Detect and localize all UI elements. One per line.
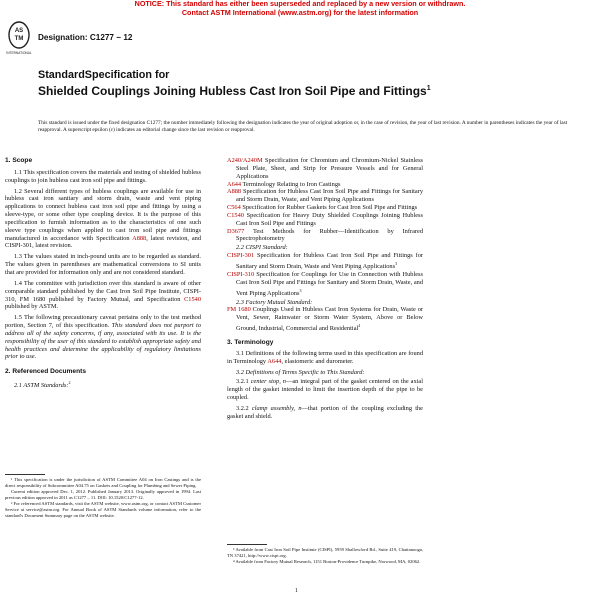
svg-text:TM: TM [14, 36, 24, 42]
para-3-2-1: 3.2.1 center stop, n—an integral part of the gasket centered on the axial length of the gasket intended to limit the insertion depth of the pipe to be coupled. [227, 378, 423, 402]
para-1-1: 1.1 This specification covers the materials and testing of shielded hubless couplings to join hubless cast iron soil pipe and fittings. [5, 168, 201, 184]
footnote-divider-right [227, 544, 267, 545]
reference-code-link[interactable]: A240/A240M [227, 157, 263, 164]
fm-reference-item [227, 306, 423, 333]
document-title [38, 69, 438, 99]
reference-footnote-mark: 3 [299, 287, 302, 293]
title-line-1: StandardSpecification for [38, 69, 170, 81]
reference-code-link[interactable]: FM 1680 [227, 306, 251, 314]
fm-reference-list [227, 306, 423, 333]
reference-title: Specification for Couplings for Use in Connection with Hubless Cast Iron Soil Pipe and Fittings for Sanitary and Storm Drain, Waste, and Vent Piping Applications [236, 270, 423, 297]
reference-code-link[interactable]: CISPI-310 [227, 270, 255, 278]
ref-link-a644[interactable]: A644 [267, 357, 282, 365]
title-line-2: Shielded Couplings Joining Hubless Cast Iron Soil Pipe and Fittings [38, 84, 427, 98]
cispi-reference-item [227, 252, 423, 271]
reference-title: Specification for Rubber Gaskets for Cast Iron Soil Pipe and Fittings [242, 204, 418, 212]
fm-heading: 2.3 Factory Mutual Standard: [236, 298, 313, 306]
reference-footnote-mark: 3 [395, 260, 398, 266]
footnote-1: ¹ This specification is under the jurisdiction of ASTM Committee A04 on Iron Castings and is the direct responsibility of Subcommittee A04.75 on Gaskets and Coupling for Plumbing and Sewer Piping. [5, 477, 201, 488]
title-footnote-mark: 1 [426, 85, 431, 92]
reference-title: Specification for Chromium and Chromium-Nickel Stainless Steel Plate, Sheet, and Strip for Pressure Vessels and for General Applications [236, 157, 424, 180]
reference-code-link[interactable]: C564 [227, 204, 241, 212]
cispi-reference-item [227, 271, 423, 298]
reference-title: Specification for Heavy Duty Shielded Couplings Joining Hubless Cast Iron Soil Pipe and Fittings [236, 211, 423, 227]
notice-line-1: NOTICE: This standard has either been superseded and replaced by a new version or withdrawn. [134, 0, 466, 8]
left-column [5, 157, 201, 390]
ref-link-a888[interactable]: A888 [132, 234, 147, 242]
para-1-3: 1.3 The values stated in inch-pound units are to be regarded as standard. The values given in parentheses are mathematical conversions to SI units that are provided for information only and are not considered standard. [5, 253, 201, 276]
reference-code-link[interactable]: A644 [227, 180, 242, 188]
reference-code-link[interactable]: A888 [227, 188, 242, 196]
astm-logo-icon [6, 20, 32, 56]
reference-footnote-mark: 4 [358, 323, 361, 329]
astm-reference-item [227, 188, 423, 204]
para-2-1: 2.1 ASTM Standards:$^2$ [14, 380, 71, 390]
footnote-3: ³ Available from Cast Iron Soil Pipe Institute (CISPI), 5959 Shallowford Rd., Suite 419, Chattanooga, TN 37421, http://www.cispi.org. [227, 547, 423, 558]
astm-reference-item [227, 212, 423, 228]
para-1-2: 1.2 Several different types of hubless couplings are available for use in hubless cast iron sanitary and storm drain, waste and vent piping applications to connect hubless cast iron soil pipe and fittings by using a sleeve-type, or some other type coupling device. It is the purpose of this specification to furnish information as to the characteristics of one such sleeve type couplings when applied to cast iron soil pipe and fittings manufactured in accordance with Specification A888, latest revision, and CISPI-301, latest revision. [5, 187, 201, 250]
para-1-4: 1.4 The committee with jurisdiction over this standard is aware of other comparable standard published by the Cast Iron Soil Pipe Institute, CISPI-310, FM 1680 published by Factory Mutual, and Specification C1540 published by ASTM. [5, 279, 201, 311]
footnotes-left [5, 477, 201, 518]
withdrawn-notice [0, 0, 600, 17]
cispi-reference-list [227, 252, 423, 297]
footnote-1-edition: Current edition approved Dec. 1, 2012. Published January 2013. Originally approved in 1994. Last previous edition approved in 2011 as C1277 – 11. DOI: 10.1520/C1277-12. [5, 489, 201, 500]
reference-code-link[interactable]: CISPI-301 [227, 252, 255, 260]
para-3-2-2: 3.2.2 clamp assembly, n—that portion of the coupling excluding the gasket and shield. [227, 404, 423, 420]
reference-code-link[interactable]: C1540 [227, 211, 244, 219]
section-3-heading: 3. Terminology [227, 339, 274, 347]
astm-reference-item [227, 157, 423, 181]
notice-line-2: Contact ASTM International (www.astm.org) for the latest information [181, 7, 419, 17]
para-1-5: 1.5 The following precautionary caveat pertains only to the test method portion, Section 7, of this specification. This standard does not purport to address all of the safety concerns, if any, associated with its use. It is the responsibility of the user of this standard to establish appropriate safety and health practices and determine the applicability of regulatory limitations prior to use. [5, 314, 201, 361]
reference-title: Specification for Hubless Cast Iron Soil Pipe and Fittings for Sanitary and Storm Drain, Waste, and Vent Piping Applications [236, 188, 423, 204]
footnote-divider-left [5, 474, 45, 475]
section-2-heading: 2. Referenced Documents [5, 368, 86, 376]
reference-title: Specification for Hubless Cast Iron Soil Pipe and Fittings for Sanitary and Storm Drain, Waste and Vent Piping Applications [236, 252, 423, 271]
footnote-2: ² For referenced ASTM standards, visit the ASTM website, www.astm.org, or contact ASTM Customer Service at service@astm.org. For Annual Book of ASTM Standards volume information, refer to the standard's Document Summary page on the ASTM website. [5, 501, 201, 518]
astm-reference-item [227, 204, 423, 212]
footnotes-right [227, 547, 423, 565]
astm-reference-list [227, 157, 423, 243]
right-column [227, 157, 423, 421]
reference-title: Terminology Relating to Iron Castings [242, 180, 341, 188]
reference-title: Couplings Used in Hubless Cast Iron Systems for Drain, Waste or Vent, Sewer, Rainwater or Storm Water System, Above or Below Ground, Industrial, Commercial and Residential [236, 306, 423, 333]
para-3-1: 3.1 Definitions of the following terms used in this specification are found in Terminology A644, elastomeric and durometer. [227, 349, 423, 365]
footnote-4: ⁴ Available from Factory Mutual Research, 1151 Boston-Providence Turnpike, Norwood, MA, 02062. [233, 559, 421, 565]
svg-text:AS: AS [14, 28, 24, 34]
reference-code-link[interactable]: D3677 [227, 227, 245, 235]
reference-title: Test Methods for Rubber—Identification by Infrared Spectrophotometry [236, 227, 423, 243]
page-number: 1 [295, 588, 298, 594]
astm-reference-item [227, 228, 423, 244]
cispi-heading: 2.2 CISPI Standard: [236, 244, 288, 252]
issuance-note: This standard is issued under the fixed designation C1277; the number immediately following the designation indicates the year of original adoption or, in the case of revision, the year of last revision. A number in parentheses indicates the year of last reapproval. A superscript epsilon (ε) indicates an editorial change since the last revision or reapproval. [38, 120, 568, 133]
astm-reference-item [227, 181, 423, 189]
designation: Designation: C1277 − 12 [38, 33, 133, 42]
section-1-heading: 1. Scope [5, 157, 33, 164]
ref-link-c1540[interactable]: C1540 [184, 295, 201, 303]
para-3-2: 3.2 Definitions of Terms Specific to This Standard: [236, 368, 365, 376]
logo-text: INTERNATIONAL [6, 51, 32, 55]
